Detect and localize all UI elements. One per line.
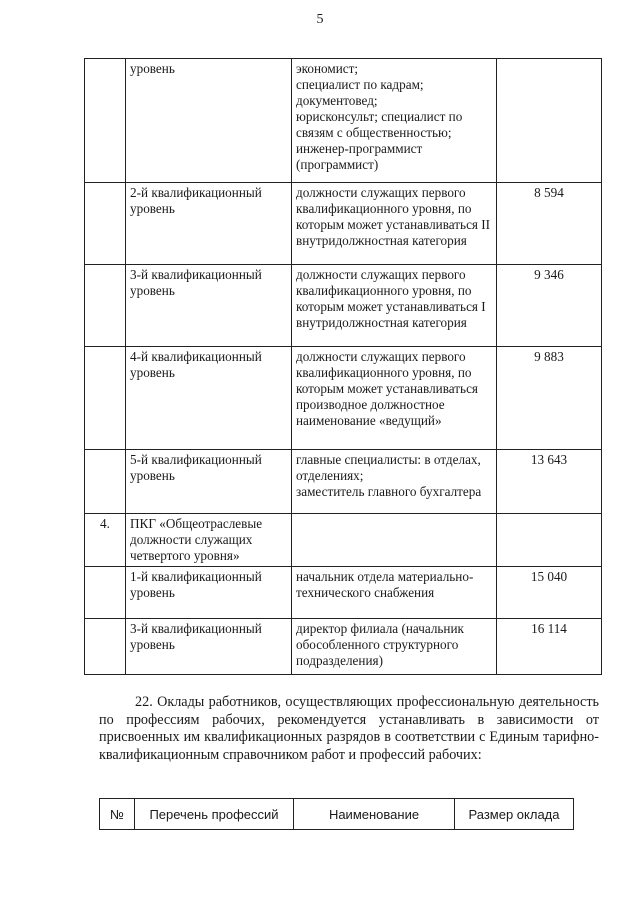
table-row [85,183,602,265]
page-number: 5 [316,12,324,27]
salary: 9 883 [497,347,602,450]
qualification-level: 4-й квалификационный уровень [126,347,292,450]
qualification-level: 2-й квалификационный уровень [126,183,292,265]
positions: должности служащих первого квалификационного уровня, по которым может устанавливаться II внутридолжностная категория [292,183,497,265]
table-row [85,59,602,183]
header-row [100,799,574,830]
row-number [85,450,126,514]
salary [497,514,602,567]
qualification-level: 3-й квалификационный уровень [126,265,292,347]
table-row [85,265,602,347]
positions: должности служащих первого квалификационного уровня, по которым может устанавливаться I внутридолжностная категория [292,265,497,347]
professions-table-header [99,798,574,830]
salary: 8 594 [497,183,602,265]
positions: должности служащих первого квалификационного уровня, по которым может устанавливаться производное должностное наименование «ведущий» [292,347,497,450]
qualification-level: 5-й квалификационный уровень [126,450,292,514]
header-salary: Размер оклада [455,799,574,830]
row-number [85,59,126,183]
table-row [85,514,602,567]
row-number [85,567,126,619]
salary: 13 643 [497,450,602,514]
positions [292,514,497,567]
table-row [85,619,602,675]
row-number [85,619,126,675]
paragraph-text: 22. Оклады работников, осуществляющих профессиональную деятельность по профессиям рабочих, рекомендуется устанавливать в зависимости от присвоенных им квалификационных разрядов в соответствии с Единым тарифно-квалификационным справочником работ и профессий рабочих: [99,694,599,763]
header-number: № [100,799,135,830]
header-professions: Перечень профессий [135,799,294,830]
salary-table [84,58,602,675]
salary: 9 346 [497,265,602,347]
positions: директор филиала (начальник обособленного структурного подразделения) [292,619,497,675]
qualification-level: 3-й квалификационный уровень [126,619,292,675]
paragraph-22 [99,694,599,764]
qualification-level: ПКГ «Общеотраслевые должности служащих четвертого уровня» [126,514,292,567]
positions: главные специалисты: в отделах, отделениях; заместитель главного бухгалтера [292,450,497,514]
positions: начальник отдела материально-технического снабжения [292,567,497,619]
qualification-level: 1-й квалификационный уровень [126,567,292,619]
salary: 15 040 [497,567,602,619]
qualification-level: уровень [126,59,292,183]
row-number [85,265,126,347]
positions: экономист; специалист по кадрам; документовед; юрисконсульт; специалист по связям с общественностью; инженер-программист (программист) [292,59,497,183]
row-number [85,347,126,450]
salary [497,59,602,183]
salary: 16 114 [497,619,602,675]
row-number [85,183,126,265]
header-name: Наименование [294,799,455,830]
table-row [85,567,602,619]
table-row [85,450,602,514]
table-row [85,347,602,450]
row-number: 4. [85,514,126,567]
